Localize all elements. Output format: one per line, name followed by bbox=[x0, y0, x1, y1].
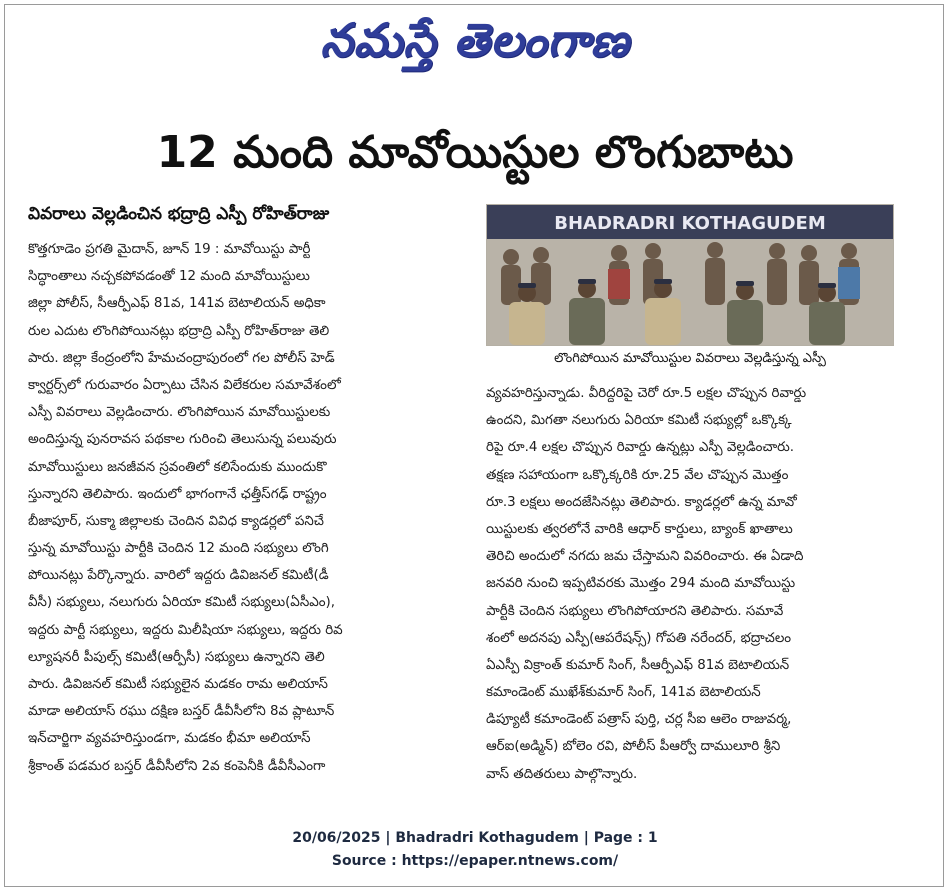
article-subheadline: వివరాలు వెల్లడించిన భద్రాద్రి ఎస్పీ రోహిత్‌రాజు bbox=[28, 204, 330, 224]
news-photo bbox=[486, 204, 894, 346]
footer-source: Source : https://epaper.ntnews.com/ bbox=[331, 853, 619, 869]
article-body-left-column bbox=[28, 236, 468, 780]
article-line: ఇద్దరు పార్టీ సభ్యులు, ఇద్దరు మిలీషియా సభ్యులు, ఇద్దరు రివ bbox=[28, 622, 343, 638]
article-line: స్తున్న మావోయిస్టు పార్టీకి చెందిన 12 మంది సభ్యులు లొంగి bbox=[28, 541, 329, 557]
article-line: రుల ఎదుట లొంగిపోయినట్లు భద్రాద్రి ఎస్పీ రోహిత్‌రాజు తెలి bbox=[28, 323, 330, 339]
article-line: తెరిచి అందులో నగదు జమ చేస్తామని వివరించారు. ఈ ఏడాది bbox=[486, 549, 804, 565]
article-line: వ్యవహరిస్తున్నాడు. వీరిద్దరిపై చెరో రూ.5 లక్షల చొప్పున రివార్డు bbox=[486, 386, 807, 401]
article-line: పారు. డివిజనల్ కమిటీ సభ్యులైన మడకం రామ అలియాస్ bbox=[28, 677, 328, 692]
article-line: క్వార్టర్స్‌లో గురువారం ఏర్పాటు చేసిన విలేకరుల సమావేశంలో bbox=[28, 377, 341, 393]
article-line: ఎస్పీ వివరాలు వెల్లడించారు. లొంగిపోయిన మావోయిస్టులకు bbox=[28, 405, 331, 421]
article-line: బీజాపూర్, సుక్మా జిల్లాలకు చెందిన వివిధ క్యాడర్లలో పనిచే bbox=[28, 513, 324, 529]
article-line: శంలో అదనపు ఎస్పీ(ఆపరేషన్స్) గోపతి నరేందర్, భద్రాచలం bbox=[486, 630, 792, 646]
article-line: పార్టీకి చెందిన సభ్యులు లొంగిపోయారని తెలిపారు. సమావే bbox=[486, 603, 784, 619]
article-line: మావోయిస్టులు జనజీవన స్రవంతిలో కలిసేందుకు ముందుకొ bbox=[28, 459, 327, 475]
article-body-right-column bbox=[486, 380, 894, 788]
surrender-photo-illustration bbox=[487, 205, 893, 345]
article-line: ఆర్ఐ(అడ్మిన్) బోలెం రవి, పోలీస్ పీఆర్వో దాములూరి శ్రీని bbox=[486, 739, 781, 755]
article-line: ఉందని, మిగతా నలుగురు ఏరియా కమిటీ సభ్యుల్లో ఒక్కొక్క bbox=[486, 413, 792, 429]
article-headline: 12 మంది మావోయిస్టుల లొంగుబాటు bbox=[156, 127, 794, 178]
article-line: ల్యూషనరీ పీపుల్స్ కమిటీ(ఆర్పీసీ) సభ్యులు ఉన్నారని తెలి bbox=[28, 649, 325, 665]
article-line: యిస్టులకు త్వరలోనే వారికి ఆధార్ కార్డులు, బ్యాంక్ ఖాతాలు bbox=[486, 521, 793, 537]
article-line: తక్షణ సహాయంగా ఒక్కొక్కరికి రూ.25 వేల చొప్పున మొత్తం bbox=[486, 467, 789, 483]
article-line: ఇన్‌చార్జిగా వ్యవహరిస్తుండగా, మడకం భీమా అలియాస్ bbox=[28, 731, 311, 747]
article-line: రూ.3 లక్షలు అందజేసినట్లు తెలిపారు. క్యాడర్లలో ఉన్న మావో bbox=[486, 494, 797, 510]
article-line: సిద్ధాంతాలు నచ్చకపోవడంతో 12 మంది మావోయిస్టులు bbox=[28, 269, 310, 285]
photo-banner-text: BHADRADRI KOTHAGUDEM bbox=[554, 213, 826, 234]
article-line: వాస్ తదితరులు పాల్గొన్నారు. bbox=[486, 766, 638, 782]
footer-date-edition: 20/06/2025 | Bhadradri Kothagudem | Page : 1 bbox=[292, 830, 658, 846]
article-line: జిల్లా పోలీస్, సీఆర్పీఎఫ్ 81వ, 141వ బెటాలియన్ అధికా bbox=[28, 296, 326, 312]
article-line: వీసీ) సభ్యులు, నలుగురు ఏరియా కమిటీ సభ్యులు(ఏసీఎం), bbox=[28, 595, 336, 611]
article-line: స్తున్నారని తెలిపారు. ఇందులో భాగంగానే ఛత్తీస్‌గఢ్ రాష్ట్రం bbox=[28, 486, 327, 502]
article-line: కొత్తగూడెం ప్రగతి మైదాన్, జూన్ 19 : మావోయిస్టు పార్టీ bbox=[28, 242, 311, 257]
article-line: శ్రీకాంత్ పడమర బస్తర్ డీవీసీలోని 2వ కంపెనీకి డీవీసీఎంగా bbox=[28, 758, 326, 774]
photo-caption: లొంగిపోయిన మావోయిస్టుల వివరాలు వెల్లడిస్తున్న ఎస్పీ bbox=[554, 351, 826, 366]
article-line: ఏఎస్పీ విక్రాంత్ కుమార్ సింగ్, సీఆర్పీఎఫ్ 81వ బెటాలియన్ bbox=[486, 657, 790, 673]
article-line: మాడా అలియాస్ రఘు దక్షిణ బస్తర్ డీవీసీలోని 8వ ప్లాటూన్ bbox=[28, 704, 335, 720]
article-line: పోయినట్లు పేర్కొన్నారు. వారిలో ఇద్దరు డివిజనల్ కమిటీ(డీ bbox=[28, 568, 329, 584]
article-line: జనవరి నుంచి ఇప్పటివరకు మొత్తం 294 మంది మావోయిస్టు bbox=[486, 576, 796, 592]
article-line: కమాండెంట్ ముఖేశ్‌కుమార్ సింగ్, 141వ బెటాలియన్ bbox=[486, 685, 761, 701]
article-line: రిపై రూ.4 లక్షల చొప్పున రివార్డు ఉన్నట్లు ఎస్పీ వెల్లడించారు. bbox=[486, 440, 794, 456]
newspaper-masthead: నమస్తే తెలంగాణ bbox=[320, 13, 630, 67]
article-line: డిప్యూటీ కమాండెంట్ పత్రాస్ పుర్తి, చర్ల సీఐ ఆలెం రాజువర్మ, bbox=[486, 712, 792, 728]
article-line: పారు. జిల్లా కేంద్రంలోని హేమచంద్రాపురంలో గల పోలీస్ హెడ్ bbox=[28, 350, 335, 366]
article-line: అందిస్తున్న పునరావస పథకాల గురించి తెలుసున్న పలువురు bbox=[28, 432, 337, 448]
